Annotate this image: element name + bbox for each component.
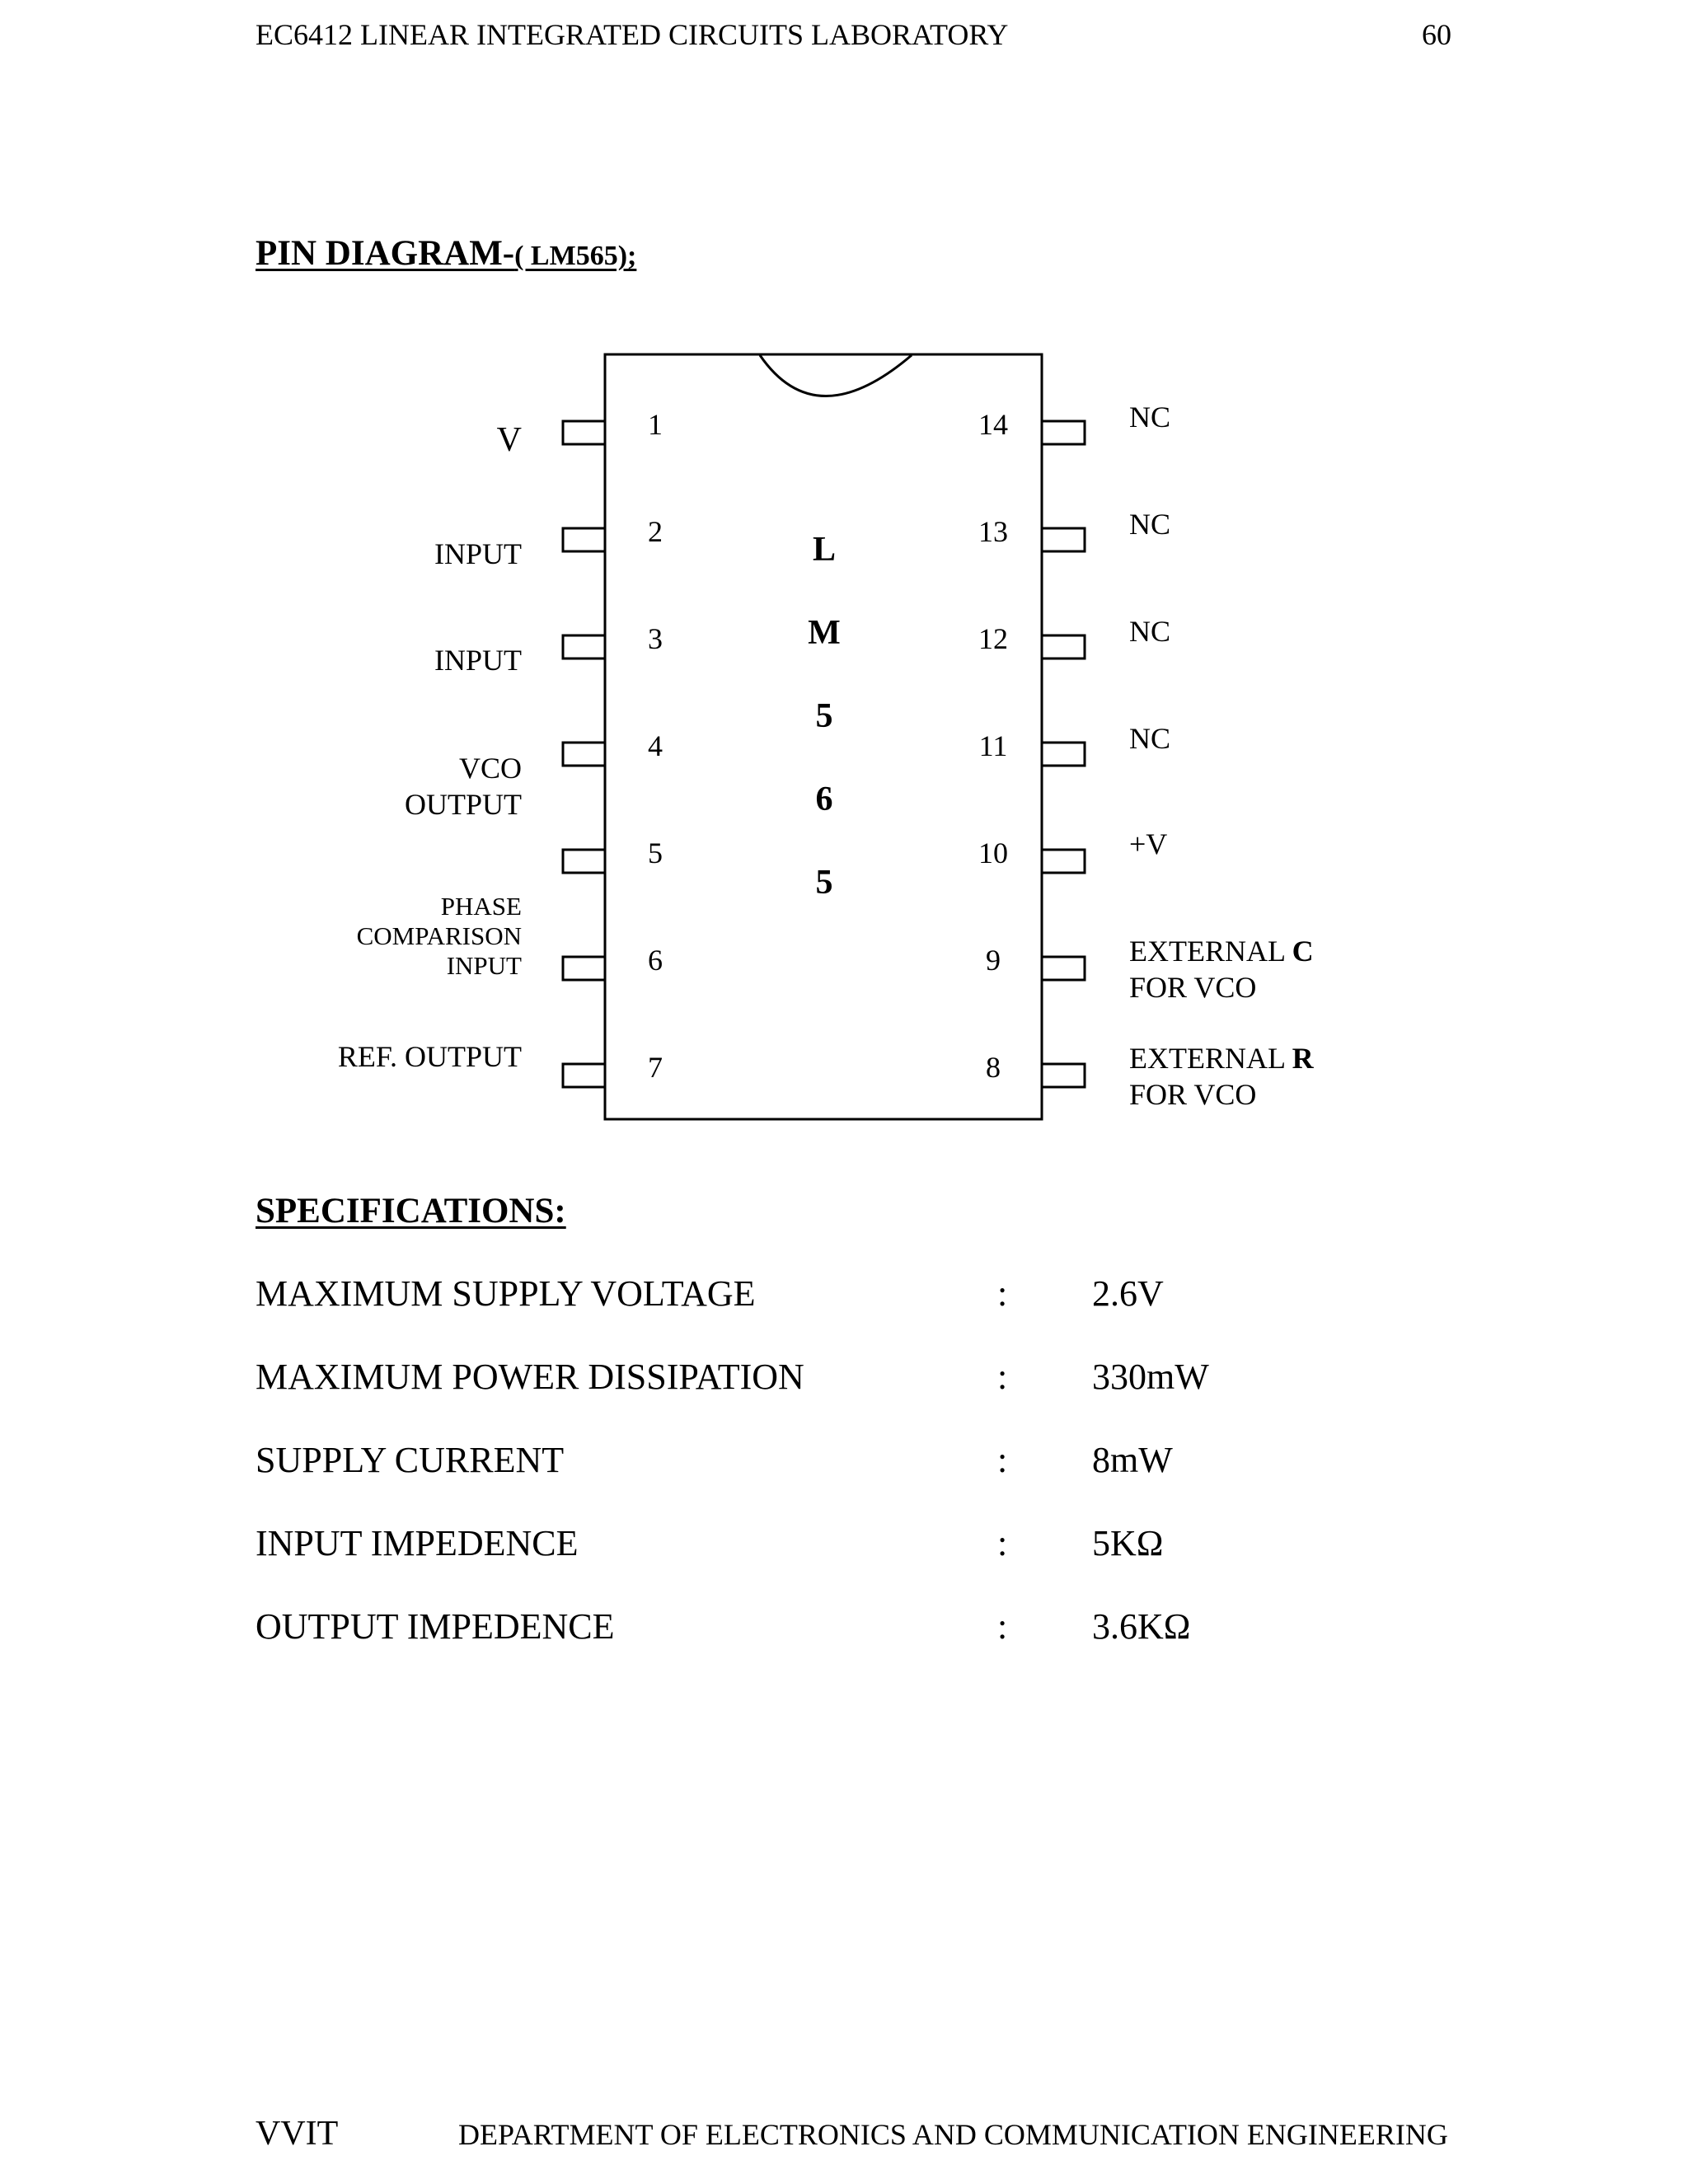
- specifications-title: SPECIFICATIONS:: [256, 1192, 566, 1230]
- pin-9-lead: [1042, 957, 1085, 980]
- pin-12-number: 12: [978, 622, 1008, 655]
- pin-14-number: 14: [978, 408, 1008, 441]
- spec-separator: :: [997, 1440, 1008, 1480]
- external-c-bold: C: [1292, 935, 1314, 968]
- pin-14-label: NC: [1129, 401, 1171, 434]
- chip-letter: 6: [815, 780, 833, 818]
- pin-2-label: INPUT: [434, 537, 522, 570]
- pin-11-label: NC: [1129, 722, 1171, 755]
- spec-separator: :: [997, 1606, 1008, 1647]
- pin-8-number: 8: [986, 1051, 1001, 1084]
- phase-comparison-label: [357, 892, 522, 981]
- pin-8-lead: [1042, 1064, 1085, 1087]
- page-number: 60: [1422, 18, 1451, 51]
- pin-1-label: V: [496, 421, 522, 459]
- pin-7-label: REF. OUTPUT: [337, 1040, 522, 1073]
- spec-name: MAXIMUM SUPPLY VOLTAGE: [256, 1273, 756, 1314]
- pin-10-lead: [1042, 850, 1085, 873]
- pin-10-number: 10: [978, 837, 1008, 869]
- external-r-line-2: FOR VCO: [1129, 1078, 1257, 1111]
- external-r-prefix: EXTERNAL: [1129, 1042, 1292, 1075]
- pin-13-label: NC: [1129, 508, 1171, 541]
- pin-6-lead: [563, 957, 605, 980]
- spec-name: MAXIMUM POWER DISSIPATION: [256, 1357, 804, 1397]
- vco-output-line-2: OUTPUT: [405, 788, 522, 821]
- spec-name: INPUT IMPEDENCE: [256, 1523, 579, 1563]
- external-c-label: [1129, 933, 1314, 1005]
- spec-name: OUTPUT IMPEDENCE: [256, 1606, 615, 1647]
- pin-12-label: NC: [1129, 615, 1171, 648]
- spec-value: 8mW: [1092, 1440, 1173, 1480]
- pin-10-label: +V: [1129, 827, 1168, 860]
- chip-letter: L: [812, 531, 837, 569]
- pin-12-lead: [1042, 635, 1085, 658]
- spec-name: SUPPLY CURRENT: [256, 1440, 565, 1480]
- pin-5-lead: [563, 850, 605, 873]
- vco-output-line-1: VCO: [458, 752, 522, 785]
- footer-right: DEPARTMENT OF ELECTRONICS AND COMMUNICATION ENGINEERING: [458, 2118, 1448, 2151]
- phase-comparison-line-1: PHASE: [440, 892, 522, 921]
- pin-1-number: 1: [648, 408, 663, 441]
- header-title: EC6412 LINEAR INTEGRATED CIRCUITS LABORATORY: [256, 18, 1009, 51]
- pin-2-number: 2: [648, 515, 663, 548]
- pin-5-number: 5: [648, 837, 663, 869]
- right-pins: [1042, 421, 1085, 1087]
- pin-14-lead: [1042, 421, 1085, 444]
- vco-output-label: [405, 750, 522, 823]
- footer-left: VVIT: [256, 2115, 339, 2153]
- spec-separator: :: [997, 1357, 1008, 1397]
- pin-3-label: INPUT: [434, 644, 522, 677]
- left-pins: [563, 421, 605, 1087]
- chip-letter: 5: [815, 864, 833, 902]
- external-r-label: [1129, 1040, 1314, 1113]
- chip-vertical-label: [808, 531, 841, 902]
- pin-diagram-title-main: PIN DIAGRAM-: [256, 234, 515, 273]
- spec-value: 5KΩ: [1092, 1523, 1164, 1563]
- pin-7-number: 7: [648, 1051, 663, 1084]
- pin-numbers: [648, 408, 1008, 1084]
- pin-4-lead: [563, 743, 605, 766]
- pin-9-number: 9: [986, 944, 1001, 977]
- phase-comparison-line-3: INPUT: [446, 951, 522, 980]
- pin-2-lead: [563, 528, 605, 551]
- pin-diagram-title-sub: ( LM565);: [514, 241, 637, 271]
- spec-value: 3.6KΩ: [1092, 1606, 1191, 1647]
- pin-11-number: 11: [978, 729, 1008, 762]
- pin-3-lead: [563, 635, 605, 658]
- external-r-bold: R: [1292, 1042, 1314, 1075]
- pin-1-lead: [563, 421, 605, 444]
- spec-separator: :: [997, 1523, 1008, 1563]
- pin-6-number: 6: [648, 944, 663, 977]
- chip-letter: M: [808, 614, 841, 652]
- spec-value: 2.6V: [1092, 1273, 1164, 1314]
- phase-comparison-line-2: COMPARISON: [356, 921, 522, 950]
- spec-separator: :: [997, 1273, 1008, 1314]
- external-c-prefix: EXTERNAL: [1129, 935, 1292, 968]
- chip-notch: [760, 355, 912, 396]
- pin-4-number: 4: [648, 729, 663, 762]
- pin-7-lead: [563, 1064, 605, 1087]
- pin-13-lead: [1042, 528, 1085, 551]
- external-c-line-2: FOR VCO: [1129, 971, 1257, 1004]
- pin-11-lead: [1042, 743, 1085, 766]
- pin-13-number: 13: [978, 515, 1008, 548]
- chip-letter: 5: [815, 697, 833, 735]
- chip-body: [605, 354, 1042, 1119]
- spec-value: 330mW: [1092, 1357, 1209, 1397]
- pin-3-number: 3: [648, 622, 663, 655]
